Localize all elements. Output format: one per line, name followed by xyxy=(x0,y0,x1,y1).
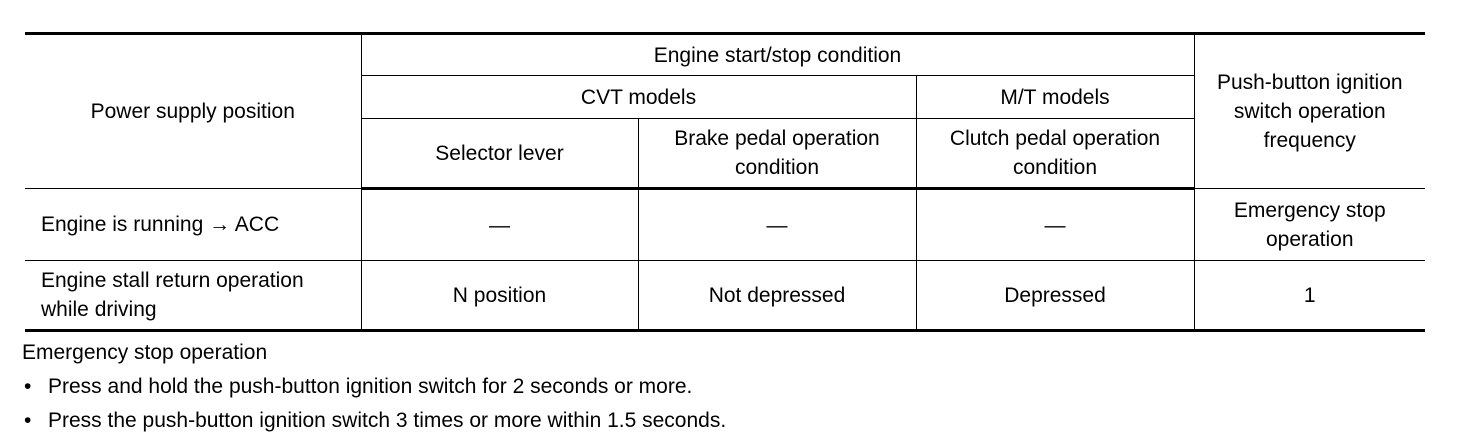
table-row xyxy=(25,261,1425,331)
header-mt-models: M/T models xyxy=(916,76,1194,119)
engine-condition-table xyxy=(25,32,1425,332)
list-item xyxy=(22,409,1442,433)
row-position: Engine stall return operation while driving xyxy=(25,261,361,331)
row-selector-lever: — xyxy=(361,189,638,261)
bullet-text: Press the push-button ignition switch 3 times or more within 1.5 seconds. xyxy=(48,409,727,432)
list-item xyxy=(22,375,1442,399)
row-clutch-pedal: Depressed xyxy=(916,261,1194,331)
bullet-text: Press and hold the push-button ignition switch for 2 seconds or more. xyxy=(48,375,693,398)
row-brake-pedal: — xyxy=(638,189,916,261)
row-brake-pedal: Not depressed xyxy=(638,261,916,331)
header-brake-pedal: Brake pedal operation condition xyxy=(638,119,916,189)
emergency-stop-notes xyxy=(22,341,1442,433)
table-row xyxy=(25,189,1425,261)
table-header-row-1 xyxy=(25,34,1425,76)
row-frequency: Emergency stop operation xyxy=(1194,189,1425,261)
notes-title: Emergency stop operation xyxy=(22,341,268,364)
header-push-button-frequency: Push-button ignition switch operation frequency xyxy=(1194,34,1425,189)
header-power-supply-position: Power supply position xyxy=(25,34,361,189)
row-selector-lever: N position xyxy=(361,261,638,331)
row-clutch-pedal: — xyxy=(916,189,1194,261)
bullet-icon: • xyxy=(24,375,32,398)
header-cvt-models: CVT models xyxy=(361,76,916,119)
header-clutch-pedal: Clutch pedal operation condition xyxy=(916,119,1194,189)
header-selector-lever: Selector lever xyxy=(361,119,638,189)
bullet-icon: • xyxy=(24,409,32,432)
row-frequency: 1 xyxy=(1194,261,1425,331)
header-engine-condition: Engine start/stop condition xyxy=(361,34,1194,76)
row-position: Engine is running → ACC xyxy=(25,189,361,261)
